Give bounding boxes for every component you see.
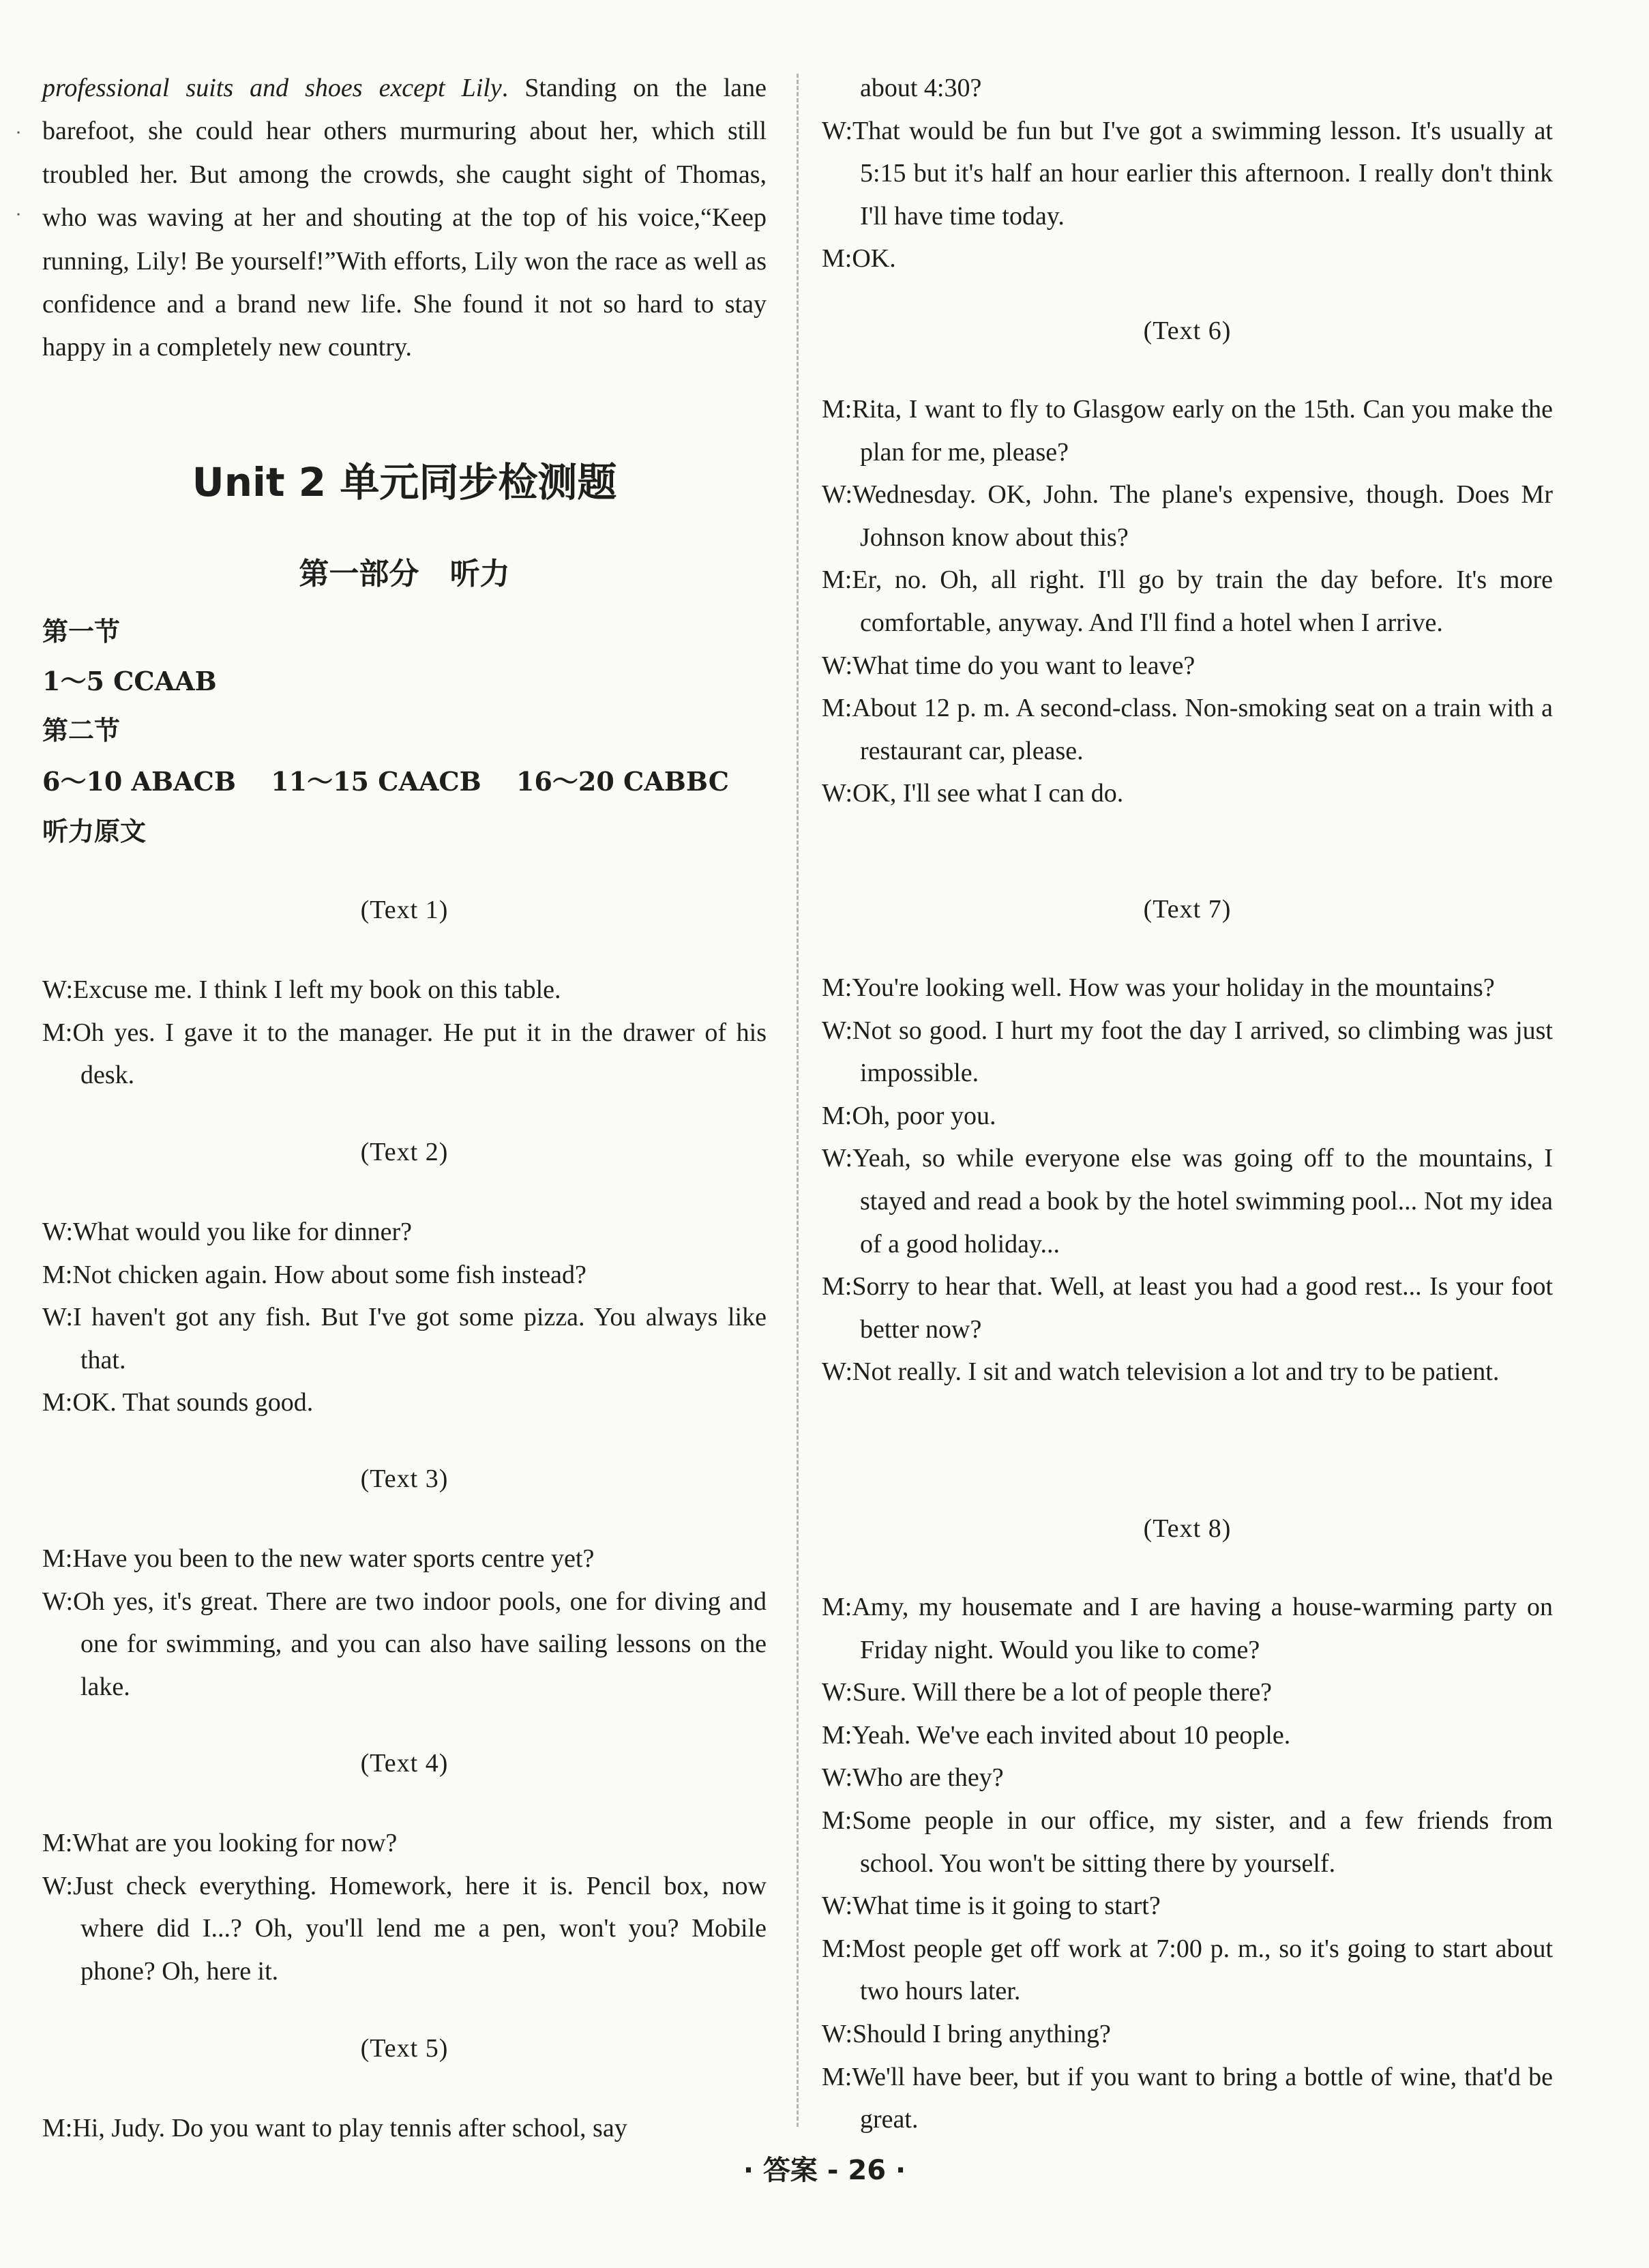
transcript-label: 听力原文 <box>42 816 147 846</box>
dialog-line: M:Oh yes. I gave it to the manager. He put it in the drawer of his desk. <box>42 1018 767 1090</box>
dialog-line: M:Oh, poor you. <box>822 1101 996 1130</box>
text8-label: (Text 8) <box>1143 1514 1232 1543</box>
part-title: 第一部分 听力 <box>299 557 510 591</box>
dialog-continuation: about 4:30? <box>860 74 982 102</box>
text4-dialog <box>42 1822 767 1992</box>
dialog-line: M:We'll have beer, but if you want to bring a bottle of wine, that'd be great. <box>822 2062 1553 2134</box>
story-italic: professional suits and shoes except Lily <box>42 74 502 102</box>
answer-group: 16～20 CABBC <box>516 766 729 797</box>
dialog-line: M:Not chicken again. How about some fish instead? <box>42 1260 586 1289</box>
text4-label: (Text 4) <box>360 1749 449 1778</box>
text3-label: (Text 3) <box>360 1464 449 1493</box>
dialog-line: W:Just check everything. Homework, here it is. Pencil box, now where did I...? Oh, you'll lend me a pen, won't you? Mobile phone? Oh, here it. <box>42 1871 767 1986</box>
dialog-line: M:Have you been to the new water sports centre yet? <box>42 1544 595 1573</box>
dialog-line: M:Some people in our office, my sister, and a few friends from school. You won't be sitting there by yourself. <box>822 1806 1553 1878</box>
margin-mark: · <box>15 203 22 226</box>
answer-group: 6～10 ABACB <box>42 766 236 797</box>
section2-answers <box>42 761 767 798</box>
unit-title: Unit 2 单元同步检测题 <box>192 459 617 505</box>
dialog-line: W:That would be fun but I've got a swimming lesson. It's usually at 5:15 but it's half an hour earlier this afternoon. I really don't think I'll have time today. <box>822 116 1553 231</box>
text7-dialog <box>822 967 1553 1394</box>
text5-label: (Text 5) <box>360 2034 449 2063</box>
dialog-line: M:Er, no. Oh, all right. I'll go by train the day before. It's more comfortable, anyway. And I'll find a hotel when I arrive. <box>822 565 1553 637</box>
dialog-line: W:Not so good. I hurt my foot the day I arrived, so climbing was just impossible. <box>822 1016 1553 1088</box>
text2-dialog <box>42 1211 767 1424</box>
dialog-line: W:OK, I'll see what I can do. <box>822 779 1124 808</box>
text1-label: (Text 1) <box>360 896 449 924</box>
section1-answers: 1～5 CCAAB <box>42 666 217 696</box>
dialog-line: W:Should I bring anything? <box>822 2019 1111 2048</box>
text7-label: (Text 7) <box>1143 895 1232 924</box>
text2-label: (Text 2) <box>360 1138 449 1166</box>
dialog-line: W:What time is it going to start? <box>822 1891 1161 1921</box>
dialog-line: M:You're looking well. How was your holiday in the mountains? <box>822 973 1495 1002</box>
dialog-line: W:Oh yes, it's great. There are two indoor pools, one for diving and one for swimming, and you can also have sailing lessons on the lake. <box>42 1587 767 1701</box>
dialog-line: W:Not really. I sit and watch television a lot and try to be patient. <box>822 1357 1500 1387</box>
page-number: · 答案 - 26 · <box>743 2155 906 2186</box>
story-text: . Standing on the lane barefoot, she could hear others murmuring about her, which still troubled her. But among the crowds, she caught sight of Thomas, who was waving at her and shouting at the top of his voice,“Keep running, Lily! Be yourself!”With efforts, Lily won the race as well as confidence and a brand new life. She found it not so hard to stay happy in a completely new country. <box>42 74 767 362</box>
dialog-line: M:OK. <box>822 244 896 274</box>
text1-dialog <box>42 969 767 1097</box>
text8-dialog <box>822 1586 1553 2141</box>
dialog-line: W:I haven't got any fish. But I've got some pizza. You always like that. <box>42 1303 767 1374</box>
dialog-line: M:Most people get off work at 7:00 p. m., so it's going to start about two hours later. <box>822 1934 1553 2006</box>
dialog-line: W:Yeah, so while everyone else was going off to the mountains, I stayed and read a book by the hotel swimming pool... Not my idea of a good holiday... <box>822 1144 1553 1258</box>
dialog-line: W:Wednesday. OK, John. The plane's expensive, though. Does Mr Johnson know about this? <box>822 480 1553 552</box>
dialog-line: W:What would you like for dinner? <box>42 1218 413 1246</box>
dialog-line: M:What are you looking for now? <box>42 1829 398 1857</box>
dialog-line: M:OK. That sounds good. <box>42 1388 314 1417</box>
text3-dialog <box>42 1537 767 1708</box>
margin-mark: · <box>15 121 22 144</box>
dialog-line: W:Who are they? <box>822 1763 1004 1793</box>
text6-dialog <box>822 388 1553 815</box>
dialog-line: M:Sorry to hear that. Well, at least you had a good rest... Is your foot better now? <box>822 1272 1553 1344</box>
dialog-line: W:Excuse me. I think I left my book on this table. <box>42 975 561 1004</box>
dialog-line: M:Rita, I want to fly to Glasgow early on the 15th. Can you make the plan for me, please? <box>822 395 1553 467</box>
dialog-line: M:About 12 p. m. A second-class. Non-smoking seat on a train with a restaurant car, please. <box>822 694 1553 765</box>
column-divider <box>797 74 799 2127</box>
dialog-line: M:Hi, Judy. Do you want to play tennis after school, say <box>42 2114 627 2142</box>
dialog-line: M:Yeah. We've each invited about 10 people. <box>822 1720 1291 1750</box>
text5-dialog <box>42 2107 767 2150</box>
section1-label: 第一节 <box>42 617 121 647</box>
story-paragraph <box>42 67 767 370</box>
dialog-line: W:What time do you want to leave? <box>822 651 1195 680</box>
dialog-line: M:Amy, my housemate and I are having a house-warming party on Friday night. Would you like to come? <box>822 1593 1553 1664</box>
section2-label: 第二节 <box>42 716 121 746</box>
text6-label: (Text 6) <box>1143 316 1232 345</box>
text5-continued <box>822 67 1553 280</box>
answer-group: 11～15 CAACB <box>271 766 481 797</box>
dialog-line: W:Sure. Will there be a lot of people there? <box>822 1678 1273 1707</box>
